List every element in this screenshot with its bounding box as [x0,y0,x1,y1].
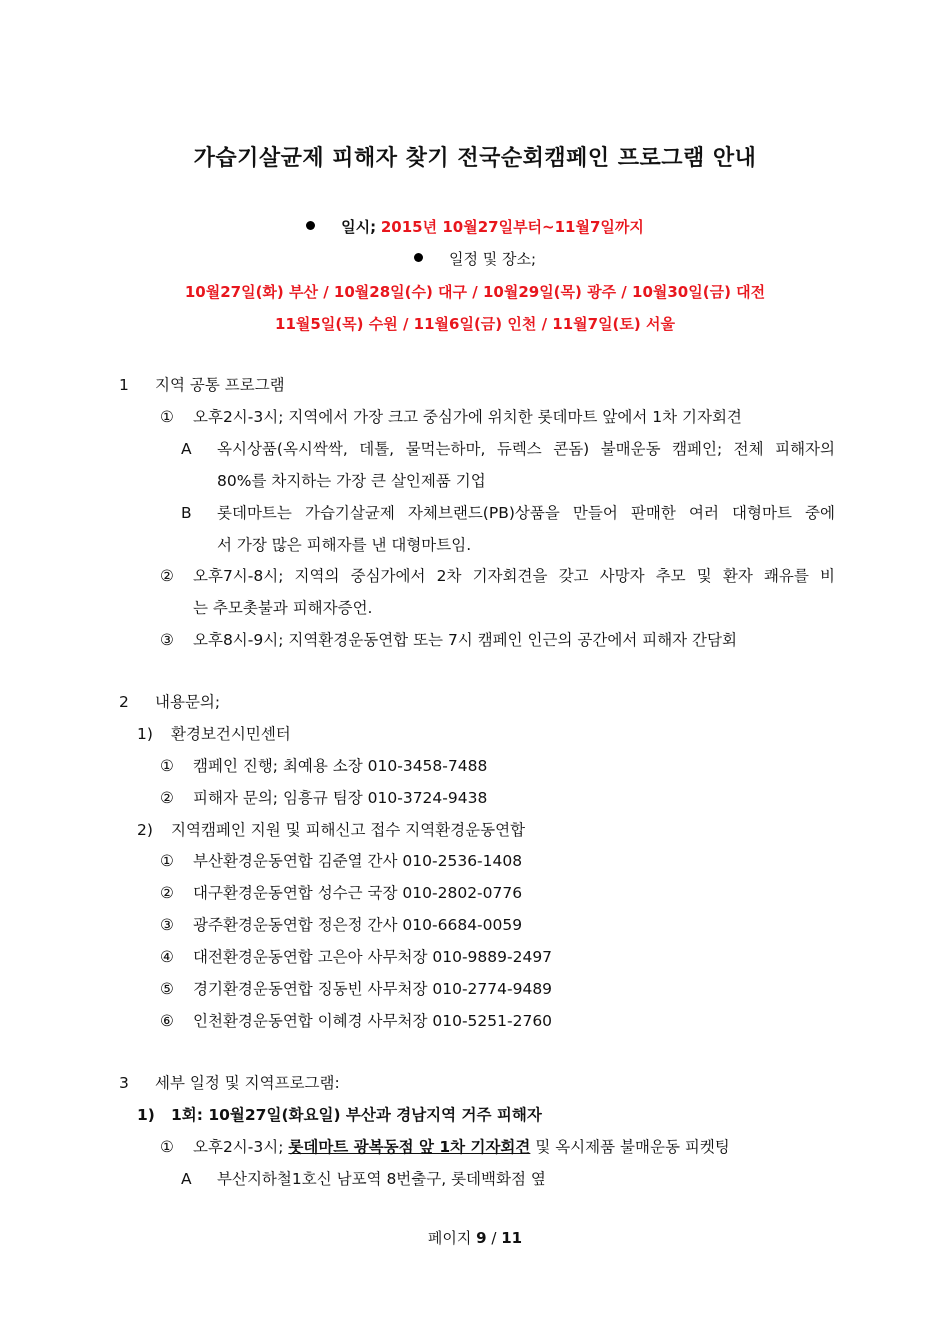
schedule-period [0,216,950,237]
section-3-subitem-a: A 부산지하철1호신 남포역 8번출구, 롯데백화점 옆 [181,1170,546,1188]
contact-item: ⑤ 경기환경운동연합 징동빈 사무처장 010-2774-9489 [160,980,553,998]
section-3-sub-1-heading: 1) 1회: 10월27일(화요일) 부산과 경남지역 거주 피해자 [137,1106,542,1124]
section-3-heading: 3 세부 일정 및 지역프로그램: [119,1074,340,1092]
section-1-item-1: ① 오후2시-3시; 지역에서 가장 크고 중심가에 위치한 롯데마트 앞에서 1차 기자회견 [160,408,742,426]
section-1-heading: 1 지역 공통 프로그램 [119,376,285,394]
section-1-item-b-mark: B [181,504,192,522]
contact-item: ④ 대전환경운동연합 고은아 사무처장 010-9889-2497 [160,948,553,966]
section-1-item-a-line-2: 80%를 차지하는 가장 큰 살인제품 기업 [217,472,486,490]
section-1-item-2-line-1: 오후7시-8시; 지역의 중심가에서 2차 기자회견을 갖고 사망자 추모 및 환자 쾌유를 비 [193,567,835,585]
section-2-sub-1-heading: 1) 환경보건시민센터 [137,725,291,743]
bullet-icon [306,221,315,230]
section-1-item-b-line-2: 서 가장 많은 피해자를 낸 대형마트임. [217,536,472,554]
bullet-icon [414,253,423,262]
section-1-item-2-mark: ② [160,567,174,585]
section-2-sub-2-heading: 2) 지역캠페인 지원 및 피해신고 접수 지역환경운동연합 [137,821,526,839]
section-1-item-2-line-2: 는 추모촛불과 피해자증언. [193,599,373,617]
contact-item: ① 부산환경운동연합 김준열 간사 010-2536-1408 [160,852,523,870]
period-label: 일시; [341,218,377,236]
contact-item: ② 피해자 문의; 임흥규 팀장 010-3724-9438 [160,789,488,807]
contact-item: ① 캠페인 진행; 최예용 소장 010-3458-7488 [160,757,488,775]
underlined-event: 롯데마트 광복동점 앞 1차 기자회견 [288,1138,531,1156]
section-2-heading: 2 내용문의; [119,693,221,711]
contact-item: ③ 광주환경운동연합 정은정 간사 010-6684-0059 [160,916,523,934]
document-title: 가습기살균제 피해자 찾기 전국순회캠페인 프로그램 안내 [193,146,757,171]
period-value: 2015년 10월27일부터~11월7일까지 [380,218,644,236]
contact-item: ② 대구환경운동연합 성수근 국장 010-2802-0776 [160,884,523,902]
section-1-item-a-line-1: 옥시상품(옥시싹싹, 데톨, 물먹는하마, 듀렉스 콘돔) 불매운동 캠페인; 전체 피해자의 [217,440,835,458]
page-number: 페이지 9 / 11 [427,1229,523,1247]
places-label: 일정 및 장소; [448,250,537,268]
schedule-places [0,248,950,269]
section-1-item-b-line-1: 롯데마트는 가습기살균제 자체브랜드(PB)상품을 만들어 판매한 여러 대형마트 중에 [217,504,835,522]
section-1-item-3: ③ 오후8시-9시; 지역환경운동연합 또는 7시 캠페인 인근의 공간에서 피해자 간담회 [160,631,737,649]
schedule-line-2: 11월5일(목) 수원 / 11월6일(금) 인천 / 11월7일(토) 서울 [275,315,675,333]
section-3-item-1: ① 오후2시-3시; 롯데마트 광복동점 앞 1차 기자회견 및 옥시제품 불매운동 피켓팅 [160,1138,730,1156]
section-1-item-a-mark: A [181,440,192,458]
schedule-line-1: 10월27일(화) 부산 / 10월28일(수) 대구 / 10월29일(목) 광주 / 10월30일(금) 대전 [184,283,766,301]
contact-item: ⑥ 인천환경운동연합 이혜경 사무처장 010-5251-2760 [160,1012,553,1030]
